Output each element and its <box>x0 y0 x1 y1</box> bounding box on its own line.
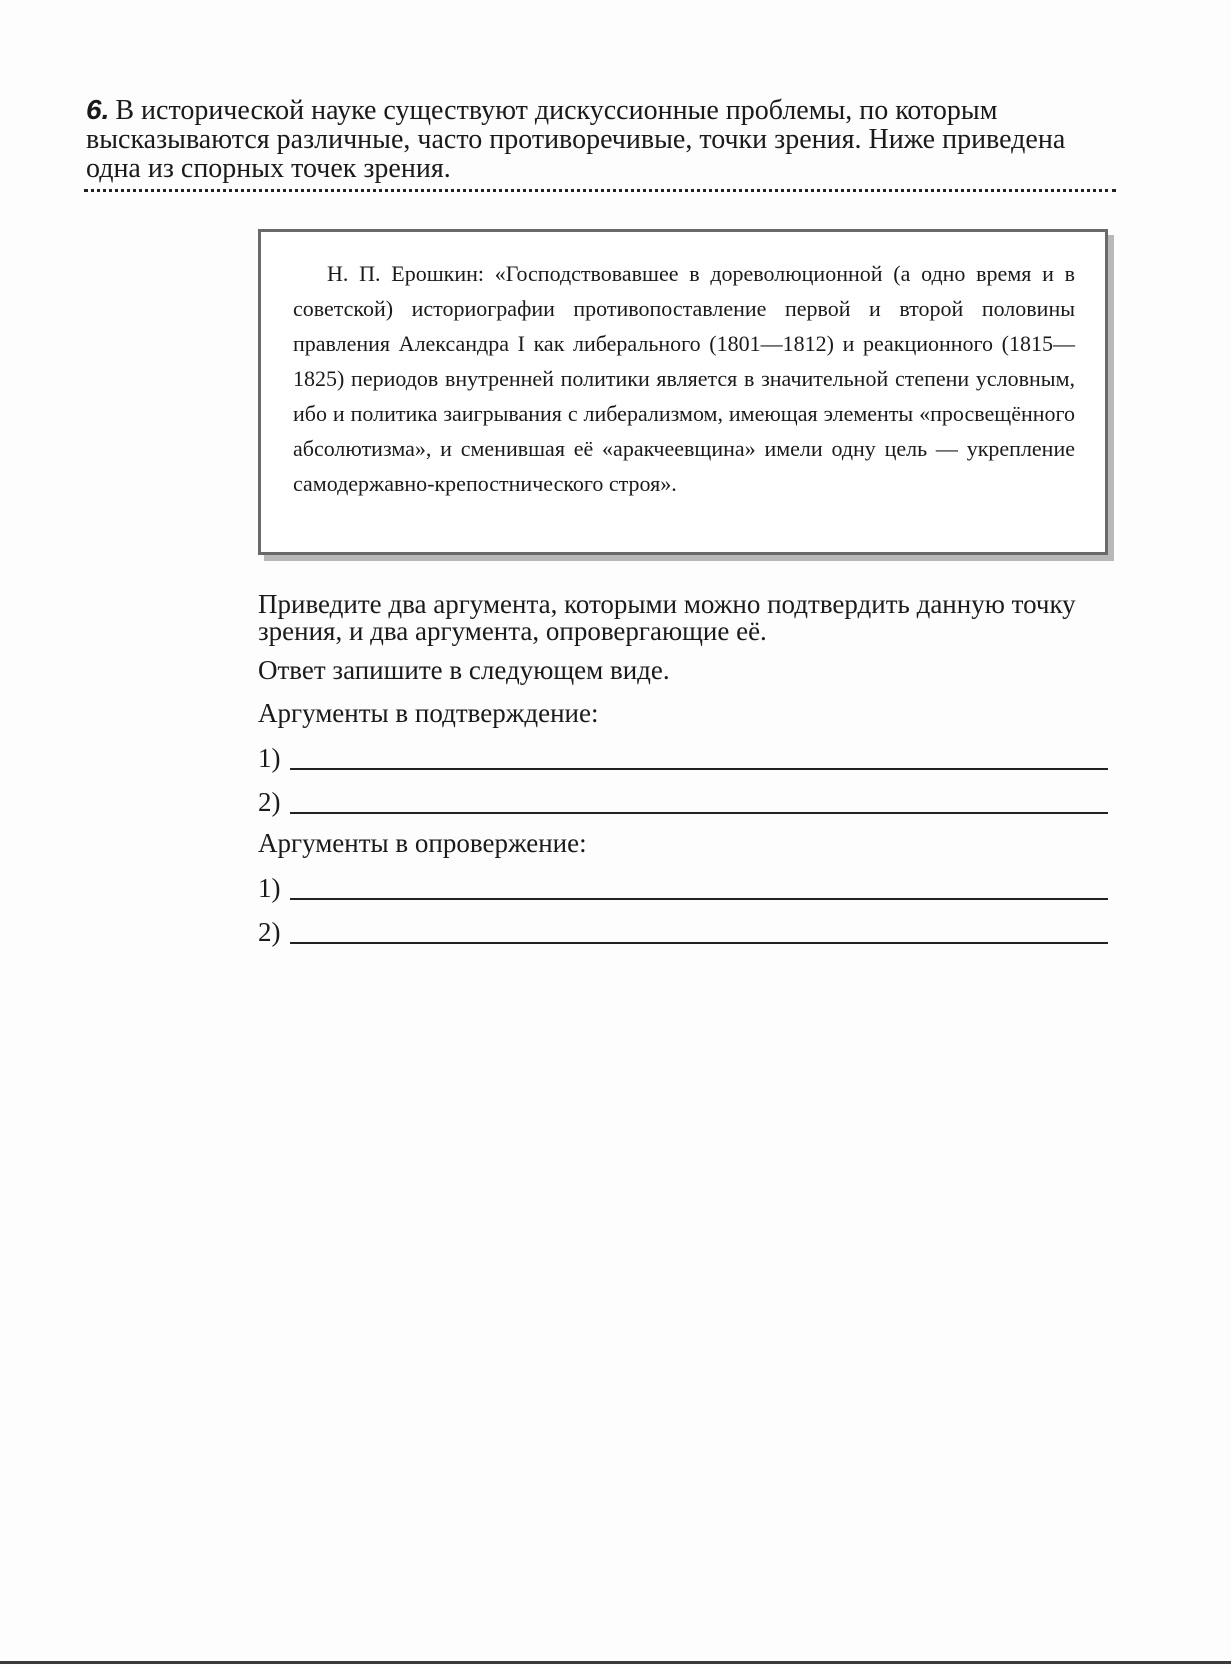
answer-section <box>258 591 1118 960</box>
confirm-answer-line-2[interactable] <box>258 786 1118 816</box>
confirm-answer-line-1[interactable] <box>258 742 1118 772</box>
refute-arguments-label: Аргументы в опровержение: <box>258 828 587 858</box>
task-intro-text: В исторической науке существуют дискуссионные проблемы, по которым высказываются различные, часто противоречивые, точки зрения. Ниже приведена одна из спорных точек зрения. <box>86 95 1066 184</box>
refute-answer-line-1[interactable] <box>258 872 1118 902</box>
answer-blank-line[interactable] <box>290 942 1108 944</box>
answer-number: 2) <box>258 787 281 817</box>
answer-blank-line[interactable] <box>290 898 1108 900</box>
answer-number: 1) <box>258 873 281 903</box>
answer-format-text: Ответ запишите в следующем виде. <box>258 655 670 685</box>
dotted-divider <box>84 189 1116 192</box>
answer-blank-line[interactable] <box>290 768 1108 770</box>
refute-answer-line-2[interactable] <box>258 916 1118 946</box>
quote-box <box>258 229 1108 555</box>
instruction-text: Приведите два аргумента, которыми можно подтвердить данную точку зрения, и два аргумента, опровергающие её. <box>258 589 1076 646</box>
task-number: 6. <box>86 94 110 125</box>
quote-text: Н. П. Ерошкин: «Господствовавшее в дореволюционной (а одно время и в советской) историографии противопоставление первой и второй половины правления Александра I как либерального (1801—1812) и реакционного (1815—1825) периодов внутренней политики является в значительной степени условным, ибо и политика заигрывания с либерализмом, имеющая элементы «просвещённого абсолютизма», и сменившая её «аракчеевщина» имели одну цель — укрепление самодержавно-крепостнического строя». <box>293 261 1075 496</box>
answer-number: 2) <box>258 917 281 947</box>
task-intro <box>86 95 1116 183</box>
answer-number: 1) <box>258 743 281 773</box>
page-bottom-edge <box>0 1661 1231 1664</box>
answer-blank-line[interactable] <box>290 812 1108 814</box>
confirm-arguments-label: Аргументы в подтверждение: <box>258 698 599 728</box>
